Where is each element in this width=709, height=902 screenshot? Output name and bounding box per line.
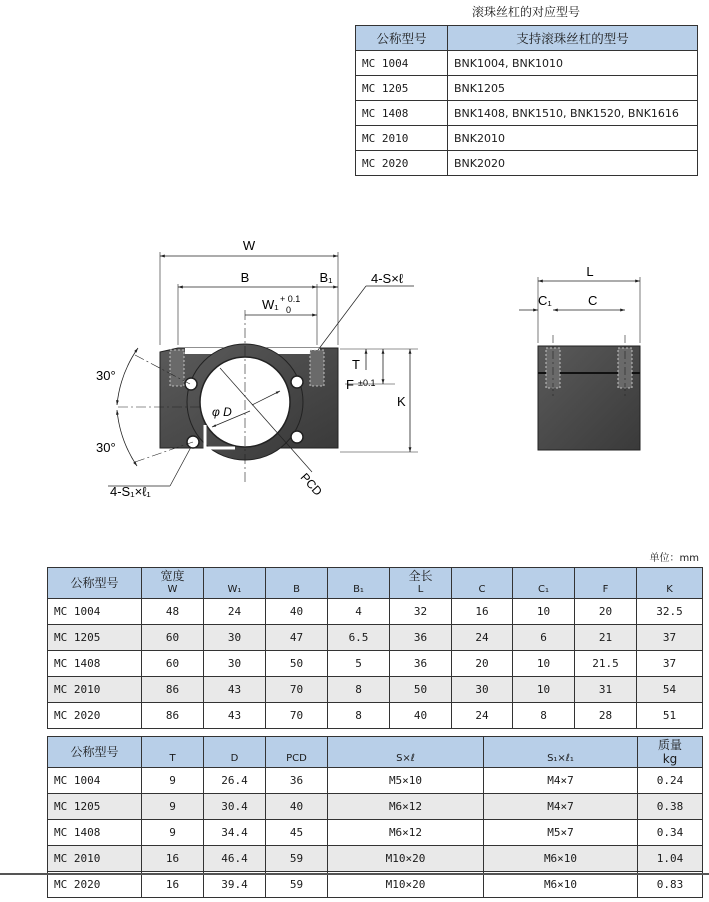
dims1-value-cell: 20 xyxy=(452,651,513,677)
dims2-header: 质量 kg xyxy=(638,737,703,768)
dim-label-b1: B₁ xyxy=(319,270,333,285)
dims2-value-cell: M6×10 xyxy=(484,872,638,898)
dims2-header: PCD xyxy=(266,737,328,768)
dims1-value-cell: 31 xyxy=(575,677,637,703)
dims2-model-cell: MC 1408 xyxy=(48,820,142,846)
dims1-value-cell: 8 xyxy=(513,703,575,729)
dims2-value-cell: 0.83 xyxy=(638,872,703,898)
dims2-value-cell: M6×12 xyxy=(328,794,484,820)
dims2-value-cell: 39.4 xyxy=(204,872,266,898)
compat-model: MC 1205 xyxy=(356,76,448,101)
dims1-header: F xyxy=(575,568,637,599)
dims2-value-cell: 26.4 xyxy=(204,768,266,794)
dims1-value-cell: 10 xyxy=(513,677,575,703)
dims2-value-cell: 1.04 xyxy=(638,846,703,872)
bottom-divider xyxy=(0,873,709,875)
dims2-value-cell: M10×20 xyxy=(328,872,484,898)
dims1-value-cell: 32.5 xyxy=(637,599,703,625)
compat-header-row xyxy=(356,26,698,51)
dims1-value-cell: 5 xyxy=(328,651,390,677)
dims1-value-cell: 6.5 xyxy=(328,625,390,651)
dims2-model-cell: MC 1205 xyxy=(48,794,142,820)
dims2-row xyxy=(48,768,703,794)
dims1-value-cell: 50 xyxy=(390,677,452,703)
angle-label-bottom: 30° xyxy=(96,440,116,455)
dim-label-pcd: PCD xyxy=(297,470,325,499)
compat-model: MC 2020 xyxy=(356,151,448,176)
dims1-value-cell: 37 xyxy=(637,625,703,651)
dims2-value-cell: M6×10 xyxy=(484,846,638,872)
dims1-value-cell: 10 xyxy=(513,599,575,625)
dims2-value-cell: 59 xyxy=(266,846,328,872)
dims1-row xyxy=(48,599,703,625)
dims2-row xyxy=(48,846,703,872)
dims2-value-cell: 0.38 xyxy=(638,794,703,820)
compat-table-caption: 滚珠丝杠的对应型号 xyxy=(471,5,580,19)
dims2-header: S×ℓ xyxy=(328,737,484,768)
dims1-value-cell: 70 xyxy=(266,703,328,729)
compat-header-screw: 支持滚珠丝杠的型号 xyxy=(448,26,698,51)
dims1-value-cell: 86 xyxy=(142,677,204,703)
dims1-value-cell: 47 xyxy=(266,625,328,651)
dims2-value-cell: 40 xyxy=(266,794,328,820)
dim-label-s1-l1: 4-S₁×ℓ₁ xyxy=(110,484,151,499)
dims2-value-cell: 0.24 xyxy=(638,768,703,794)
compat-row xyxy=(356,101,698,126)
dims1-value-cell: 30 xyxy=(204,651,266,677)
dim-label-k: K xyxy=(397,394,406,409)
compat-row xyxy=(356,151,698,176)
dims1-header: C xyxy=(452,568,513,599)
angle-label-top: 30° xyxy=(96,368,116,383)
dims2-header: D xyxy=(204,737,266,768)
dims1-value-cell: 8 xyxy=(328,703,390,729)
dim-label-t: T xyxy=(352,357,360,372)
dims1-value-cell: 37 xyxy=(637,651,703,677)
dims2-value-cell: 30.4 xyxy=(204,794,266,820)
compat-row xyxy=(356,126,698,151)
dims1-header: W₁ xyxy=(204,568,266,599)
dims2-model-cell: MC 2020 xyxy=(48,872,142,898)
compat-screw: BNK2010 xyxy=(448,126,698,151)
compat-screw: BNK1408, BNK1510, BNK1520, BNK1616 xyxy=(448,101,698,126)
dims2-value-cell: 0.34 xyxy=(638,820,703,846)
dim-label-w1-lower: 0 xyxy=(286,305,292,315)
dims1-header: B₁ xyxy=(328,568,390,599)
dims1-value-cell: 40 xyxy=(390,703,452,729)
compat-screw: BNK1004, BNK1010 xyxy=(448,51,698,76)
dims2-header-row xyxy=(48,737,703,768)
dims1-value-cell: 40 xyxy=(266,599,328,625)
dims1-header-row xyxy=(48,568,703,599)
compat-table xyxy=(355,25,698,176)
technical-drawing xyxy=(0,225,709,505)
dims1-value-cell: 48 xyxy=(142,599,204,625)
dims1-value-cell: 20 xyxy=(575,599,637,625)
compat-row xyxy=(356,51,698,76)
dims1-value-cell: 60 xyxy=(142,651,204,677)
dims1-model-cell: MC 2010 xyxy=(48,677,142,703)
dims2-model-cell: MC 1004 xyxy=(48,768,142,794)
dims1-value-cell: 54 xyxy=(637,677,703,703)
dim-label-w1-upper: + 0.1 xyxy=(280,294,301,304)
dims1-row xyxy=(48,651,703,677)
dims1-header: K xyxy=(637,568,703,599)
dim-label-s-l: 4-S×ℓ xyxy=(371,271,404,286)
dims2-value-cell: M4×7 xyxy=(484,794,638,820)
dims1-value-cell: 21.5 xyxy=(575,651,637,677)
dims1-model-cell: MC 1408 xyxy=(48,651,142,677)
dims1-value-cell: 60 xyxy=(142,625,204,651)
compat-model: MC 1408 xyxy=(356,101,448,126)
side-view xyxy=(519,264,640,450)
dims1-value-cell: 50 xyxy=(266,651,328,677)
compat-model: MC 2010 xyxy=(356,126,448,151)
dim-label-b: B xyxy=(240,270,250,285)
dims1-value-cell: 43 xyxy=(204,677,266,703)
dims1-header: 全长 L xyxy=(390,568,452,599)
dims1-row xyxy=(48,703,703,729)
dims1-header: C₁ xyxy=(513,568,575,599)
dims2-row xyxy=(48,820,703,846)
dim-label-w1: W₁ xyxy=(262,297,279,312)
compat-screw: BNK1205 xyxy=(448,76,698,101)
dims2-row xyxy=(48,872,703,898)
dims1-value-cell: 36 xyxy=(390,651,452,677)
dim-label-f: F xyxy=(346,377,354,392)
dims1-value-cell: 24 xyxy=(452,703,513,729)
dimension-table-1 xyxy=(47,567,703,729)
dims2-value-cell: 59 xyxy=(266,872,328,898)
dims2-value-cell: 34.4 xyxy=(204,820,266,846)
dim-label-f-tol: ±0.1 xyxy=(358,378,376,388)
dims1-value-cell: 86 xyxy=(142,703,204,729)
dims2-value-cell: M4×7 xyxy=(484,768,638,794)
dim-label-l: L xyxy=(586,264,594,279)
compat-model: MC 1004 xyxy=(356,51,448,76)
dims2-value-cell: M10×20 xyxy=(328,846,484,872)
dims1-model-cell: MC 1205 xyxy=(48,625,142,651)
dims2-value-cell: 16 xyxy=(142,872,204,898)
dims2-value-cell: 9 xyxy=(142,820,204,846)
dims1-header: 宽度 W xyxy=(142,568,204,599)
compat-screw: BNK2020 xyxy=(448,151,698,176)
dims2-header: S₁×ℓ₁ xyxy=(484,737,638,768)
dims2-value-cell: 45 xyxy=(266,820,328,846)
dims2-value-cell: M5×10 xyxy=(328,768,484,794)
dims1-model-cell: MC 1004 xyxy=(48,599,142,625)
unit-label: 单位：mm xyxy=(649,553,699,564)
dims2-value-cell: 9 xyxy=(142,768,204,794)
dims1-row xyxy=(48,677,703,703)
dims1-value-cell: 10 xyxy=(513,651,575,677)
dims1-value-cell: 21 xyxy=(575,625,637,651)
dims1-value-cell: 24 xyxy=(204,599,266,625)
dims1-model-cell: MC 2020 xyxy=(48,703,142,729)
dims2-value-cell: 16 xyxy=(142,846,204,872)
dims1-header: 公称型号 xyxy=(48,568,142,599)
dims2-header: T xyxy=(142,737,204,768)
dims1-header: B xyxy=(266,568,328,599)
compat-header-model: 公称型号 xyxy=(356,26,448,51)
dims2-value-cell: M6×12 xyxy=(328,820,484,846)
dims1-value-cell: 30 xyxy=(452,677,513,703)
compat-row xyxy=(356,76,698,101)
dim-label-w: W xyxy=(242,238,256,253)
dims1-value-cell: 30 xyxy=(204,625,266,651)
dims2-model-cell: MC 2010 xyxy=(48,846,142,872)
dims1-value-cell: 24 xyxy=(452,625,513,651)
dims2-value-cell: 36 xyxy=(266,768,328,794)
dims1-value-cell: 8 xyxy=(328,677,390,703)
dims1-value-cell: 51 xyxy=(637,703,703,729)
dims2-value-cell: 9 xyxy=(142,794,204,820)
dim-label-d: φ D xyxy=(212,405,232,419)
dim-label-c1: C₁ xyxy=(538,293,552,308)
dims1-value-cell: 32 xyxy=(390,599,452,625)
dims1-value-cell: 4 xyxy=(328,599,390,625)
dims1-value-cell: 70 xyxy=(266,677,328,703)
dims1-value-cell: 36 xyxy=(390,625,452,651)
dim-label-c: C xyxy=(588,293,598,308)
dims1-row xyxy=(48,625,703,651)
dims1-value-cell: 28 xyxy=(575,703,637,729)
dims1-value-cell: 6 xyxy=(513,625,575,651)
dims2-value-cell: M5×7 xyxy=(484,820,638,846)
front-view xyxy=(96,238,418,499)
dims2-row xyxy=(48,794,703,820)
dims2-header: 公称型号 xyxy=(48,737,142,768)
dims1-value-cell: 43 xyxy=(204,703,266,729)
dims2-value-cell: 46.4 xyxy=(204,846,266,872)
dims1-value-cell: 16 xyxy=(452,599,513,625)
